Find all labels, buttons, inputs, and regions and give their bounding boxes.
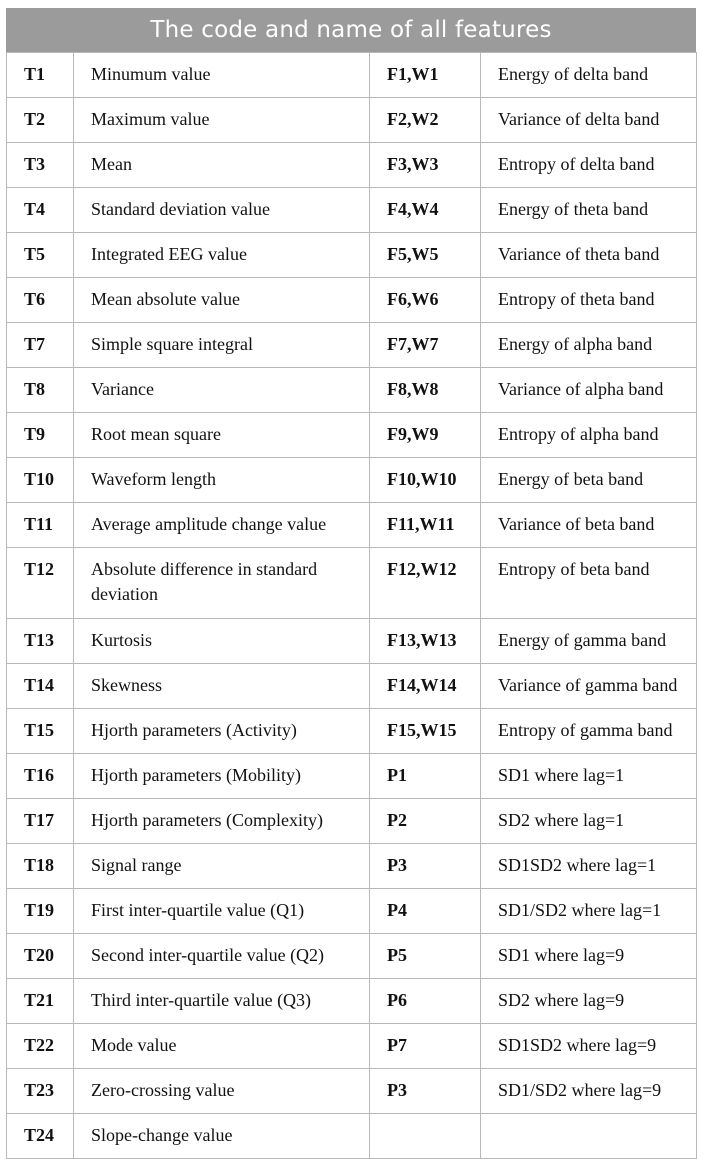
table-row [7, 1024, 697, 1069]
table-row [7, 503, 697, 548]
freq-feature-code: F1,W1 [370, 53, 481, 98]
freq-feature-name: SD1/SD2 where lag=1 [481, 889, 697, 934]
freq-feature-code: F15,W15 [370, 709, 481, 754]
time-feature-name: Root mean square [74, 413, 370, 458]
time-feature-name: Mean [74, 143, 370, 188]
time-feature-code: T4 [7, 188, 74, 233]
table-row [7, 844, 697, 889]
table-row [7, 323, 697, 368]
freq-feature-name: Variance of gamma band [481, 664, 697, 709]
freq-feature-code: F11,W11 [370, 503, 481, 548]
time-feature-name: Skewness [74, 664, 370, 709]
features-table-container [6, 8, 696, 1159]
time-feature-code: T8 [7, 368, 74, 413]
freq-feature-code: P4 [370, 889, 481, 934]
freq-feature-code: F7,W7 [370, 323, 481, 368]
freq-feature-code [370, 1114, 481, 1159]
freq-feature-name: Entropy of beta band [481, 548, 697, 619]
table-row [7, 98, 697, 143]
time-feature-name: Variance [74, 368, 370, 413]
freq-feature-code: F12,W12 [370, 548, 481, 619]
time-feature-name: Hjorth parameters (Activity) [74, 709, 370, 754]
table-row [7, 233, 697, 278]
table-row [7, 889, 697, 934]
freq-feature-name: Variance of theta band [481, 233, 697, 278]
time-feature-name: Minumum value [74, 53, 370, 98]
time-feature-name: Third inter-quartile value (Q3) [74, 979, 370, 1024]
freq-feature-code: P2 [370, 799, 481, 844]
freq-feature-name: Entropy of delta band [481, 143, 697, 188]
table-row [7, 1114, 697, 1159]
time-feature-code: T18 [7, 844, 74, 889]
time-feature-name: Waveform length [74, 458, 370, 503]
freq-feature-code: F10,W10 [370, 458, 481, 503]
freq-feature-code: F9,W9 [370, 413, 481, 458]
time-feature-name: Second inter-quartile value (Q2) [74, 934, 370, 979]
time-feature-code: T17 [7, 799, 74, 844]
freq-feature-code: F8,W8 [370, 368, 481, 413]
time-feature-name: First inter-quartile value (Q1) [74, 889, 370, 934]
time-feature-code: T13 [7, 619, 74, 664]
freq-feature-name: Variance of delta band [481, 98, 697, 143]
freq-feature-code: F2,W2 [370, 98, 481, 143]
time-feature-code: T24 [7, 1114, 74, 1159]
freq-feature-code: F14,W14 [370, 664, 481, 709]
table-row [7, 709, 697, 754]
time-feature-name: Maximum value [74, 98, 370, 143]
time-feature-code: T19 [7, 889, 74, 934]
freq-feature-name: Energy of delta band [481, 53, 697, 98]
time-feature-code: T11 [7, 503, 74, 548]
time-feature-code: T5 [7, 233, 74, 278]
features-table [6, 52, 697, 1159]
freq-feature-code: P7 [370, 1024, 481, 1069]
freq-feature-name: Entropy of gamma band [481, 709, 697, 754]
table-row [7, 188, 697, 233]
table-row [7, 53, 697, 98]
time-feature-name: Zero-crossing value [74, 1069, 370, 1114]
table-row [7, 1069, 697, 1114]
table-row [7, 619, 697, 664]
freq-feature-code: P5 [370, 934, 481, 979]
time-feature-name: Mean absolute value [74, 278, 370, 323]
table-row [7, 754, 697, 799]
time-feature-code: T20 [7, 934, 74, 979]
freq-feature-code: F13,W13 [370, 619, 481, 664]
table-row [7, 143, 697, 188]
freq-feature-name: SD1 where lag=1 [481, 754, 697, 799]
time-feature-name: Hjorth parameters (Mobility) [74, 754, 370, 799]
time-feature-code: T16 [7, 754, 74, 799]
table-row [7, 413, 697, 458]
time-feature-name: Signal range [74, 844, 370, 889]
freq-feature-name: Energy of beta band [481, 458, 697, 503]
freq-feature-code: F5,W5 [370, 233, 481, 278]
table-row [7, 368, 697, 413]
time-feature-code: T6 [7, 278, 74, 323]
time-feature-code: T10 [7, 458, 74, 503]
table-row [7, 664, 697, 709]
time-feature-name: Absolute difference in standard deviation [74, 548, 370, 619]
freq-feature-name: Variance of beta band [481, 503, 697, 548]
freq-feature-code: P1 [370, 754, 481, 799]
table-row [7, 458, 697, 503]
freq-feature-code: P3 [370, 844, 481, 889]
time-feature-code: T3 [7, 143, 74, 188]
freq-feature-name: SD1 where lag=9 [481, 934, 697, 979]
time-feature-name: Mode value [74, 1024, 370, 1069]
table-row [7, 278, 697, 323]
time-feature-name: Standard deviation value [74, 188, 370, 233]
freq-feature-name: Energy of gamma band [481, 619, 697, 664]
time-feature-name: Slope-change value [74, 1114, 370, 1159]
time-feature-name: Simple square integral [74, 323, 370, 368]
table-row [7, 548, 697, 619]
time-feature-name: Kurtosis [74, 619, 370, 664]
time-feature-code: T21 [7, 979, 74, 1024]
table-row [7, 979, 697, 1024]
freq-feature-name: SD2 where lag=1 [481, 799, 697, 844]
time-feature-code: T7 [7, 323, 74, 368]
freq-feature-name: Energy of alpha band [481, 323, 697, 368]
time-feature-code: T15 [7, 709, 74, 754]
time-feature-code: T23 [7, 1069, 74, 1114]
freq-feature-name: SD1/SD2 where lag=9 [481, 1069, 697, 1114]
freq-feature-code: P6 [370, 979, 481, 1024]
time-feature-code: T12 [7, 548, 74, 619]
time-feature-name: Integrated EEG value [74, 233, 370, 278]
freq-feature-name [481, 1114, 697, 1159]
freq-feature-name: SD1SD2 where lag=1 [481, 844, 697, 889]
time-feature-code: T2 [7, 98, 74, 143]
freq-feature-name: SD1SD2 where lag=9 [481, 1024, 697, 1069]
time-feature-code: T9 [7, 413, 74, 458]
table-title: The code and name of all features [6, 8, 696, 52]
time-feature-code: T1 [7, 53, 74, 98]
freq-feature-name: Energy of theta band [481, 188, 697, 233]
freq-feature-code: F6,W6 [370, 278, 481, 323]
freq-feature-code: P3 [370, 1069, 481, 1114]
time-feature-name: Hjorth parameters (Complexity) [74, 799, 370, 844]
table-row [7, 934, 697, 979]
freq-feature-name: SD2 where lag=9 [481, 979, 697, 1024]
time-feature-name: Average amplitude change value [74, 503, 370, 548]
freq-feature-name: Entropy of theta band [481, 278, 697, 323]
freq-feature-name: Variance of alpha band [481, 368, 697, 413]
freq-feature-code: F3,W3 [370, 143, 481, 188]
freq-feature-code: F4,W4 [370, 188, 481, 233]
table-row [7, 799, 697, 844]
freq-feature-name: Entropy of alpha band [481, 413, 697, 458]
time-feature-code: T14 [7, 664, 74, 709]
time-feature-code: T22 [7, 1024, 74, 1069]
